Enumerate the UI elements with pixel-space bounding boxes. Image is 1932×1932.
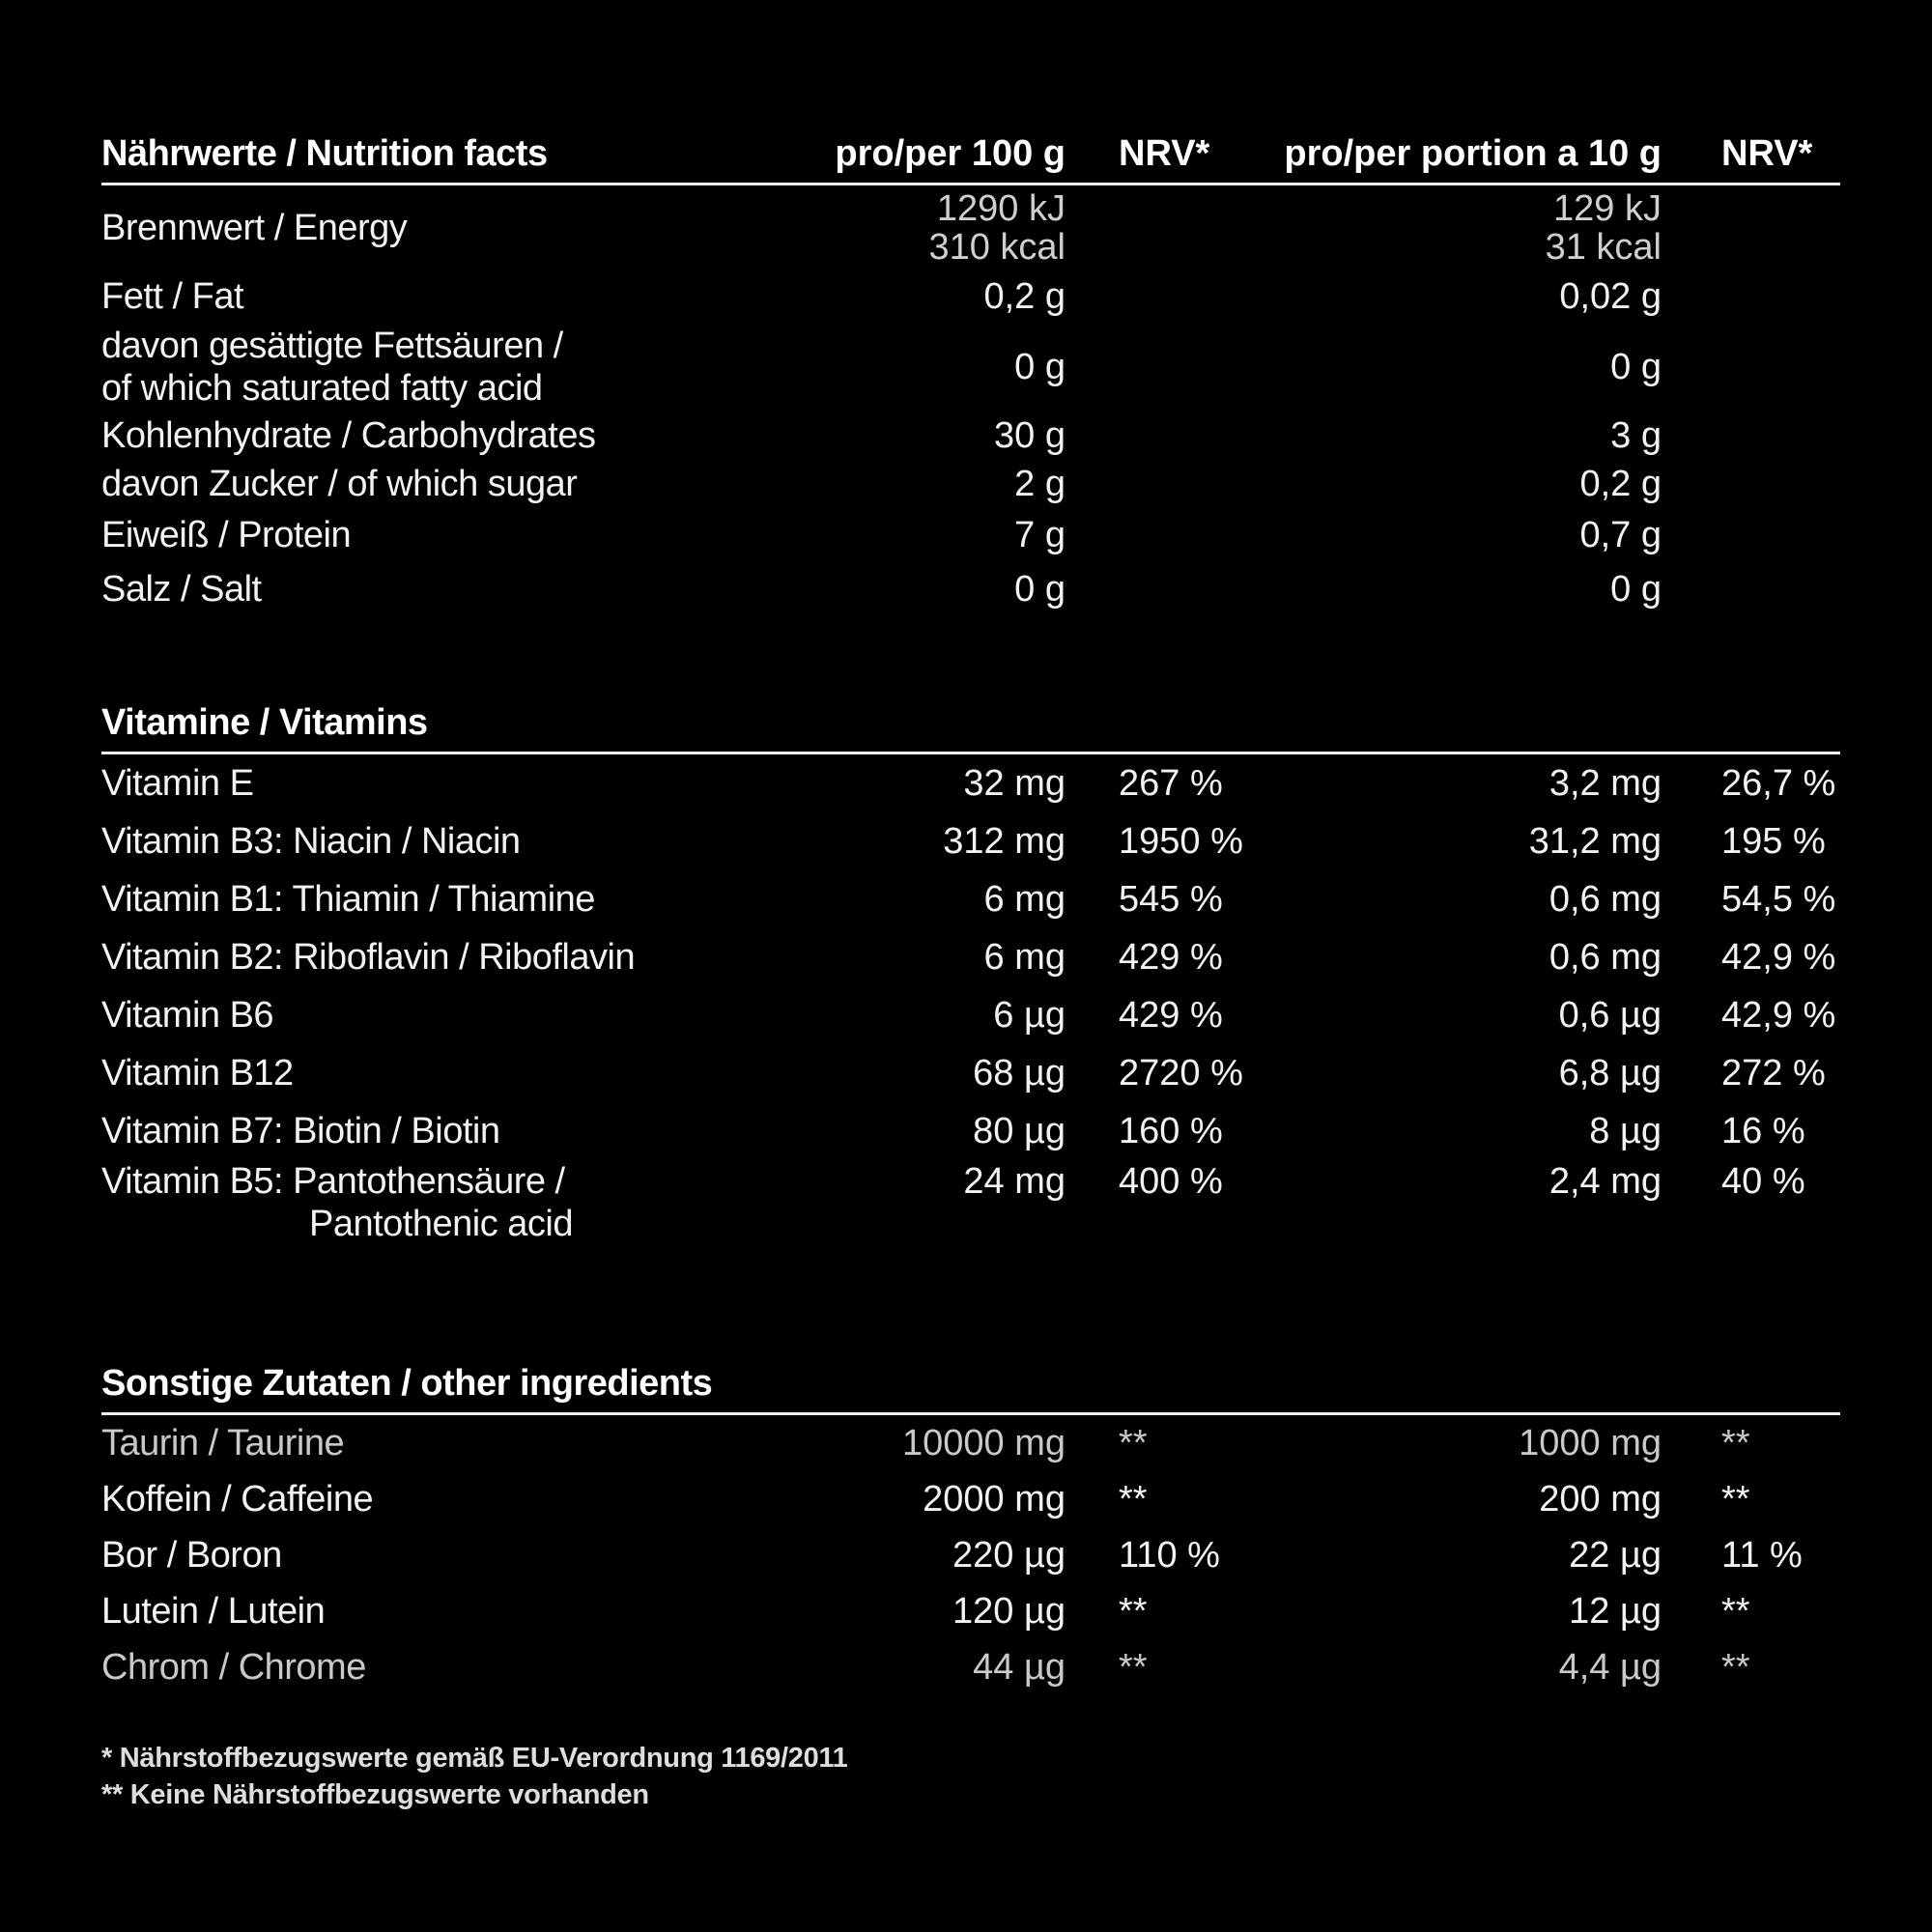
value-per-100g: 312 mg (943, 820, 1065, 862)
value-per-portion: 22 µg (1569, 1534, 1662, 1576)
macro-row (101, 508, 1840, 562)
nrv-per-100g: 2720 % (1119, 1052, 1243, 1094)
nutrition-facts-table (101, 133, 1840, 1813)
value-per-100g: 24 mg (963, 1161, 1065, 1202)
value-per-portion: 0,7 g (1579, 514, 1662, 555)
nrv-per-100g: 160 % (1119, 1110, 1223, 1151)
other-ingredient-row (101, 1471, 1840, 1527)
value-per-100g: 0 g (1014, 347, 1065, 387)
row-label: Fett / Fat (101, 275, 244, 317)
value-per-portion: 0,6 mg (1548, 878, 1662, 920)
row-label: Salz / Salt (101, 569, 262, 610)
value-per-100g: 0 g (1014, 569, 1065, 610)
nrv-per-100g: 429 % (1119, 936, 1223, 978)
value-per-portion-line: 129 kJ (1553, 188, 1662, 229)
other-ingredient-row (101, 1527, 1840, 1583)
macro-row (101, 412, 1840, 460)
row-label: Vitamin B6 (101, 994, 274, 1036)
value-per-100g: 220 µg (952, 1534, 1065, 1576)
row-label-line: Vitamin B5: Pantothensäure / (101, 1161, 565, 1202)
row-label: Vitamin B2: Riboflavin / Riboflavin (101, 936, 636, 978)
row-label: Koffein / Caffeine (101, 1478, 374, 1520)
vitamin-row (101, 812, 1840, 870)
vitamin-row (101, 870, 1840, 928)
value-per-portion: 3,2 mg (1548, 762, 1662, 804)
header-nrv-portion: NRV* (1721, 133, 1813, 174)
vitamin-row (101, 1044, 1840, 1102)
other-ingredients-section (101, 1415, 1840, 1695)
value-per-portion: 0,2 g (1579, 463, 1662, 504)
header-per-100g: pro/per 100 g (835, 133, 1065, 174)
nrv-per-portion: 272 % (1721, 1052, 1826, 1094)
value-per-portion: 4,4 µg (1558, 1646, 1662, 1688)
value-per-portion: 0,02 g (1559, 275, 1662, 317)
row-label: Vitamin E (101, 762, 254, 804)
other-ingredients-heading: Sonstige Zutaten / other ingredients (101, 1363, 1840, 1415)
row-label: Vitamin B12 (101, 1052, 294, 1094)
value-per-100g: 44 µg (973, 1646, 1065, 1688)
nrv-per-portion: ** (1721, 1646, 1750, 1688)
nrv-per-portion: ** (1721, 1478, 1750, 1520)
row-label: Bor / Boron (101, 1534, 282, 1576)
nrv-per-portion: ** (1721, 1422, 1750, 1463)
row-label (101, 1160, 834, 1245)
value-per-100g: 32 mg (963, 762, 1065, 804)
row-label: Vitamin B1: Thiamin / Thiamine (101, 878, 595, 920)
value-per-portion-line: 31 kcal (1545, 227, 1662, 268)
header-per-portion: pro/per portion a 10 g (1284, 133, 1662, 174)
header-nrv-100g: NRV* (1119, 133, 1210, 174)
value-per-100g (834, 189, 1065, 267)
nrv-per-portion: 40 % (1721, 1161, 1805, 1202)
row-label: Lutein / Lutein (101, 1590, 326, 1632)
value-per-100g: 2000 mg (923, 1478, 1065, 1520)
value-per-100g: 6 µg (993, 994, 1065, 1036)
value-per-100g: 80 µg (973, 1110, 1065, 1151)
value-per-portion: 0,6 µg (1558, 994, 1662, 1036)
row-label: Vitamin B3: Niacin / Niacin (101, 820, 521, 862)
nrv-per-portion: ** (1721, 1590, 1750, 1632)
value-per-100g: 6 mg (983, 878, 1065, 920)
table-header-row (101, 133, 1840, 185)
vitamin-row (101, 754, 1840, 812)
footnote-nrv-regulation: * Nährstoffbezugswerte gemäß EU-Verordnung 1169/2011 (101, 1743, 848, 1774)
nrv-per-100g: 267 % (1119, 762, 1223, 804)
value-per-portion: 0 g (1610, 569, 1662, 610)
value-per-100g: 10000 mg (901, 1422, 1065, 1463)
nrv-per-portion: 195 % (1721, 820, 1826, 862)
other-ingredient-row (101, 1639, 1840, 1695)
nrv-per-100g: 400 % (1119, 1161, 1223, 1202)
nrv-per-portion: 26,7 % (1721, 762, 1836, 804)
macros-section (101, 185, 1840, 617)
macro-row (101, 460, 1840, 508)
nrv-per-100g: 545 % (1119, 878, 1223, 920)
nrv-per-portion: 11 % (1721, 1534, 1803, 1576)
nrv-per-100g: ** (1119, 1646, 1148, 1688)
row-label: davon Zucker / of which sugar (101, 463, 578, 504)
value-per-portion: 6,8 µg (1558, 1052, 1662, 1094)
vitamins-section (101, 754, 1840, 1261)
value-per-portion: 3 g (1610, 414, 1662, 456)
value-per-portion: 0,6 mg (1548, 936, 1662, 978)
other-ingredient-row (101, 1415, 1840, 1471)
macro-row (101, 185, 1840, 270)
value-per-100g: 120 µg (952, 1590, 1065, 1632)
value-per-100g: 0,2 g (983, 275, 1065, 317)
header-nutrition-facts: Nährwerte / Nutrition facts (101, 133, 548, 174)
row-label: Chrom / Chrome (101, 1646, 366, 1688)
value-per-portion: 8 µg (1589, 1110, 1662, 1151)
value-per-100g: 68 µg (973, 1052, 1065, 1094)
value-per-portion: 0 g (1610, 347, 1662, 387)
nrv-per-portion: 16 % (1721, 1110, 1805, 1151)
nrv-per-100g: 110 % (1119, 1534, 1220, 1576)
nrv-per-100g: 429 % (1119, 994, 1223, 1036)
value-per-portion (1268, 189, 1662, 267)
macro-row (101, 323, 1840, 412)
value-per-portion: 2,4 mg (1548, 1161, 1662, 1202)
footnote-no-nrv: ** Keine Nährstoffbezugswerte vorhanden (101, 1779, 649, 1810)
value-per-100g: 30 g (994, 414, 1065, 456)
nrv-per-portion: 54,5 % (1721, 878, 1836, 920)
vitamins-heading: Vitamine / Vitamins (101, 702, 1840, 754)
value-per-100g: 6 mg (983, 936, 1065, 978)
value-per-portion: 200 mg (1539, 1478, 1662, 1520)
nrv-per-100g: ** (1119, 1422, 1148, 1463)
footnotes (101, 1740, 1840, 1813)
nrv-per-100g: ** (1119, 1590, 1148, 1632)
vitamin-row (101, 928, 1840, 986)
row-label: Taurin / Taurine (101, 1422, 345, 1463)
row-label: Brennwert / Energy (101, 208, 408, 248)
nrv-per-100g: 1950 % (1119, 820, 1243, 862)
row-label-line: of which saturated fatty acid (101, 368, 543, 409)
row-label-line: davon gesättigte Fettsäuren / (101, 326, 563, 366)
value-per-100g-line: 310 kcal (928, 227, 1065, 268)
row-label: Vitamin B7: Biotin / Biotin (101, 1110, 500, 1151)
value-per-portion: 1000 mg (1519, 1422, 1662, 1463)
row-label (101, 325, 834, 410)
vitamin-row (101, 986, 1840, 1044)
vitamin-row (101, 1102, 1840, 1160)
other-ingredient-row (101, 1583, 1840, 1639)
row-label: Kohlenhydrate / Carbohydrates (101, 414, 596, 456)
value-per-100g: 2 g (1014, 463, 1065, 504)
row-label: Eiweiß / Protein (101, 514, 352, 555)
vitamin-row (101, 1160, 1840, 1261)
value-per-100g: 7 g (1014, 514, 1065, 555)
row-label-line: Pantothenic acid (309, 1204, 573, 1244)
macro-row (101, 562, 1840, 617)
nrv-per-portion: 42,9 % (1721, 994, 1836, 1036)
macro-row (101, 270, 1840, 323)
value-per-100g-line: 1290 kJ (936, 188, 1065, 229)
value-per-portion: 31,2 mg (1528, 820, 1662, 862)
nrv-per-portion: 42,9 % (1721, 936, 1836, 978)
nrv-per-100g: ** (1119, 1478, 1148, 1520)
value-per-portion: 12 µg (1569, 1590, 1662, 1632)
